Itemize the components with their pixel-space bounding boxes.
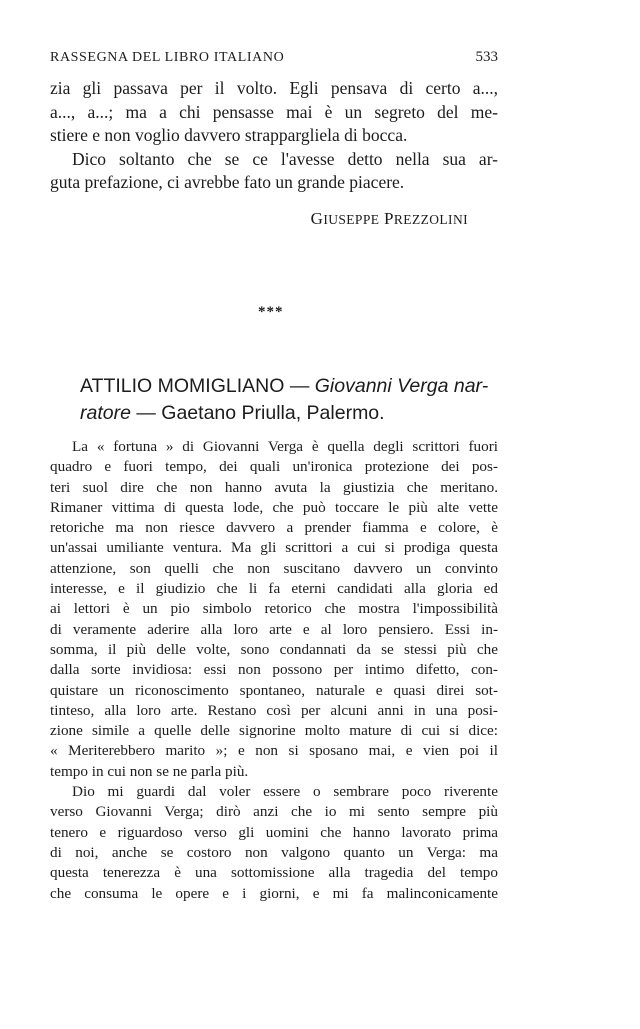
running-header bbox=[50, 49, 498, 66]
text-line: verso Giovanni Verga; dirò anzi che io mi sento sempre più bbox=[50, 803, 498, 821]
text-line: un'assai umiliante ventura. Ma gli scrittori a cui si prodiga questa bbox=[50, 539, 498, 557]
text-line: di veramente aderire alla loro arte e al loro pensiero. Essi in- bbox=[50, 620, 498, 638]
text-line: attenzione, son quelli che non suscitano davvero un convinto bbox=[50, 559, 498, 577]
text-line: a..., a...; ma a chi pensasse mai è un segreto del me- bbox=[50, 101, 498, 122]
text-line: teri suol dire che non hanno avuta la giustizia che meritano. bbox=[50, 478, 498, 496]
text-line: di noi, anche se costoro non valgono quanto un Verga: ma bbox=[50, 843, 498, 861]
review-body bbox=[50, 437, 498, 904]
review-author: ATTILIO MOMIGLIANO — bbox=[80, 375, 310, 397]
text-line: che consuma le opere e i giorni, e mi fa malinconicamente bbox=[50, 884, 498, 902]
text-line: somma, il più delle volte, sono condannati da se stessi più che bbox=[50, 640, 498, 658]
text-line: dalla sorte invidiosa: essi non possono per intimo difetto, con- bbox=[50, 661, 498, 679]
text-line: tinteso, alla loro arte. Restano così per alcuni anni in una posi- bbox=[50, 701, 498, 719]
signature-part: REZZOLINI bbox=[393, 212, 468, 227]
review-title-line bbox=[80, 400, 498, 427]
previous-review-ending bbox=[50, 77, 498, 195]
review-title-line bbox=[80, 373, 498, 400]
text-line: Dio mi guardi dal voler essere o sembrare poco riverente bbox=[72, 783, 498, 801]
page-number: 533 bbox=[475, 49, 498, 65]
text-line: « Meriterebbero marito »; e non si sposano mai, e vien poi il bbox=[50, 742, 498, 760]
signature-initial: P bbox=[384, 209, 394, 228]
text-line: stiere e non voglio davvero strappargliela di bocca. bbox=[50, 125, 408, 146]
review-work-title: Giovanni Verga nar- bbox=[314, 375, 489, 397]
section-separator: *** bbox=[258, 304, 284, 320]
text-line: La « fortuna » di Giovanni Verga è quella degli scrittori fuori bbox=[72, 438, 498, 455]
text-line: questa tenerezza è una sottomissione alla tragedia del tempo bbox=[50, 864, 498, 882]
text-line: retoriche ma non riesce davvero a prender fiamma e colore, è bbox=[50, 519, 498, 537]
text-line: ai lettori è un pio simbolo retorico che mostra l'impossibilità bbox=[50, 600, 498, 618]
text-line: Dico soltanto che se ce l'avesse detto nella sua ar- bbox=[72, 148, 498, 169]
running-title: RASSEGNA DEL LIBRO ITALIANO bbox=[50, 50, 285, 65]
text-line: tenero e riguardoso verso gli uomini che hanno lavorato prima bbox=[50, 823, 498, 841]
review-work-title-cont: ratore bbox=[80, 402, 131, 424]
signature-initial: G bbox=[310, 209, 324, 228]
review-publisher: — Gaetano Priulla, Palermo. bbox=[136, 402, 385, 424]
text-line: interesse, e il giudizio che li fa eterni candidati alla gloria ed bbox=[50, 580, 498, 598]
text-line: quadro e fuori tempo, dei quali un'ironica protezione dei pos- bbox=[50, 458, 498, 476]
reviewer-signature bbox=[311, 209, 468, 229]
text-line: guta prefazione, ci avrebbe fato un grande piacere. bbox=[50, 172, 405, 193]
text-line: zia gli passava per il volto. Egli pensava di certo a..., bbox=[50, 78, 498, 98]
text-line: zione simile a quelle delle signorine molto mature di cui si dice: bbox=[50, 722, 498, 740]
text-line: quistare un riconoscimento spontaneo, naturale e quasi direi sot- bbox=[50, 681, 498, 699]
text-line: Rimaner vittima di questa lode, che può toccare le più alte vette bbox=[50, 498, 498, 516]
text-line: tempo in cui non se ne parla più. bbox=[50, 762, 249, 780]
signature-part: IUSEPPE bbox=[323, 212, 380, 227]
review-title bbox=[80, 373, 498, 427]
